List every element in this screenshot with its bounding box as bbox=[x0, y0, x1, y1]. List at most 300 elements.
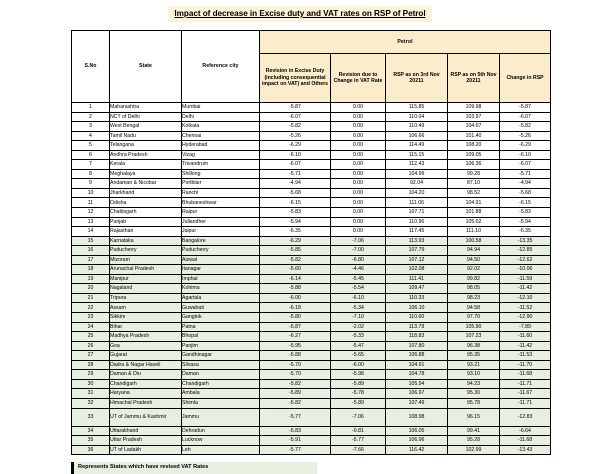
table-cell-state: Telangana bbox=[110, 141, 182, 151]
table-cell-rsp-5nov: 108.20 bbox=[448, 141, 500, 151]
table-cell-rsp-3nov: 107.79 bbox=[386, 246, 448, 256]
col-header-sno: S.No bbox=[72, 31, 110, 103]
col-header-group-petrol: Petrol bbox=[260, 31, 551, 54]
table-cell-state: Tripura bbox=[110, 293, 182, 303]
table-cell-rsp-5nov: 98.23 bbox=[448, 293, 500, 303]
table-cell-change-rsp: -6.10 bbox=[500, 150, 551, 160]
table-cell-revision-excise: -6.10 bbox=[260, 150, 331, 160]
table-cell-revision-vat: 0.00 bbox=[331, 227, 386, 237]
table-cell-change-rsp: -11.52 bbox=[500, 303, 551, 313]
table-cell-revision-excise: -5.60 bbox=[260, 265, 331, 275]
table-cell-rsp-3nov: 102.08 bbox=[386, 265, 448, 275]
table-cell-revision-excise: -5.82 bbox=[260, 379, 331, 389]
table-cell-rsp-3nov: 106.66 bbox=[386, 131, 448, 141]
table-cell-change-rsp: -5.83 bbox=[500, 208, 551, 218]
table-cell-revision-vat: -7.06 bbox=[331, 408, 386, 426]
table-cell-city: Gandhinagar bbox=[182, 351, 260, 361]
table-cell-sno: 5 bbox=[72, 141, 110, 151]
table-cell-rsp-5nov: 97.70 bbox=[448, 313, 500, 323]
table-cell-sno: 14 bbox=[72, 227, 110, 237]
table-cell-revision-excise: -6.07 bbox=[260, 112, 331, 122]
table-cell-rsp-5nov: 92.02 bbox=[448, 265, 500, 275]
table-cell-city: Jullandher bbox=[182, 217, 260, 227]
table-cell-state: Chattisgarh bbox=[110, 208, 182, 218]
table-body bbox=[72, 103, 551, 455]
table-cell-change-rsp: -5.87 bbox=[500, 103, 551, 113]
table-cell-sno: 12 bbox=[72, 208, 110, 218]
table-cell-city: Jaipur bbox=[182, 227, 260, 237]
table-cell-change-rsp: -11.71 bbox=[500, 379, 551, 389]
table-cell-rsp-3nov: 92.04 bbox=[386, 179, 448, 189]
table-cell-city: Leh bbox=[182, 445, 260, 455]
table-cell-state: Meghalaya bbox=[110, 169, 182, 179]
table-cell-revision-excise: -5.77 bbox=[260, 445, 331, 455]
table-cell-sno: 13 bbox=[72, 217, 110, 227]
table-cell-state: Odisha bbox=[110, 198, 182, 208]
table-cell-sno: 1 bbox=[72, 103, 110, 113]
table-cell-sno: 6 bbox=[72, 150, 110, 160]
table-cell-revision-vat: 0.00 bbox=[331, 179, 386, 189]
table-cell-revision-excise: -5.82 bbox=[260, 122, 331, 132]
table-cell-rsp-5nov: 100.58 bbox=[448, 236, 500, 246]
table-cell-change-rsp: -6.64 bbox=[500, 426, 551, 436]
table-cell-rsp-3nov: 104.20 bbox=[386, 188, 448, 198]
table-cell-rsp-3nov: 110.49 bbox=[386, 122, 448, 132]
table-cell-revision-vat: -5.89 bbox=[331, 398, 386, 408]
table-cell-revision-vat: 0.00 bbox=[331, 141, 386, 151]
table-cell-change-rsp: -11.68 bbox=[500, 370, 551, 380]
table-cell-change-rsp: -11.71 bbox=[500, 398, 551, 408]
table-cell-revision-vat: 0.00 bbox=[331, 122, 386, 132]
table-cell-rsp-5nov: 109.98 bbox=[448, 103, 500, 113]
table-cell-revision-excise: -5.88 bbox=[260, 351, 331, 361]
table-row bbox=[72, 274, 551, 284]
table-cell-change-rsp: -6.35 bbox=[500, 227, 551, 237]
table-cell-city: Bangalore bbox=[182, 236, 260, 246]
table-cell-city: Lucknow bbox=[182, 436, 260, 446]
table-row bbox=[72, 332, 551, 342]
table-row bbox=[72, 265, 551, 275]
table-cell-state: Kerala bbox=[110, 160, 182, 170]
table-cell-revision-excise: -5.70 bbox=[260, 360, 331, 370]
table-cell-rsp-3nov: 109.47 bbox=[386, 284, 448, 294]
table-cell-state: Maharashtra bbox=[110, 103, 182, 113]
table-cell-sno: 10 bbox=[72, 188, 110, 198]
table-cell-revision-excise: -6.27 bbox=[260, 332, 331, 342]
table-cell-rsp-5nov: 109.05 bbox=[448, 150, 500, 160]
table-cell-sno: 8 bbox=[72, 169, 110, 179]
table-cell-city: Delhi bbox=[182, 112, 260, 122]
table-cell-sno: 18 bbox=[72, 265, 110, 275]
table-cell-rsp-3nov: 107.49 bbox=[386, 398, 448, 408]
table-cell-rsp-3nov: 107.80 bbox=[386, 341, 448, 351]
table-cell-rsp-3nov: 116.42 bbox=[386, 445, 448, 455]
table-cell-change-rsp: -12.83 bbox=[500, 408, 551, 426]
table-row bbox=[72, 160, 551, 170]
table-row bbox=[72, 341, 551, 351]
table-cell-rsp-5nov: 95.28 bbox=[448, 436, 500, 446]
table-cell-city: Panjim bbox=[182, 341, 260, 351]
table-cell-revision-vat: 0.00 bbox=[331, 150, 386, 160]
table-cell-sno: 17 bbox=[72, 255, 110, 265]
table-cell-rsp-5nov: 96.38 bbox=[448, 341, 500, 351]
table-cell-rsp-3nov: 115.85 bbox=[386, 103, 448, 113]
table-cell-rsp-3nov: 107.71 bbox=[386, 208, 448, 218]
legend-container bbox=[71, 462, 600, 474]
table-cell-revision-vat: 0.00 bbox=[331, 169, 386, 179]
table-cell-revision-vat: -5.78 bbox=[331, 389, 386, 399]
table-cell-change-rsp: -5.26 bbox=[500, 131, 551, 141]
table-cell-change-rsp: -10.06 bbox=[500, 265, 551, 275]
table-cell-sno: 23 bbox=[72, 313, 110, 323]
table-cell-rsp-3nov: 118.83 bbox=[386, 332, 448, 342]
table-cell-revision-excise: -5.87 bbox=[260, 322, 331, 332]
table-cell-revision-excise: -6.15 bbox=[260, 198, 331, 208]
table-cell-city: Ambala bbox=[182, 389, 260, 399]
col-header-rsp-5th-nov: RSP as on 5th Nov 20211 bbox=[448, 54, 500, 103]
table-cell-sno: 35 bbox=[72, 436, 110, 446]
table-cell-revision-vat: 0.00 bbox=[331, 112, 386, 122]
table-cell-revision-excise: -5.88 bbox=[260, 284, 331, 294]
table-cell-state: Bihar bbox=[110, 322, 182, 332]
table-cell-change-rsp: -5.68 bbox=[500, 188, 551, 198]
table-cell-city: Daman bbox=[182, 370, 260, 380]
table-cell-state: Dadra & Nagar Haveli bbox=[110, 360, 182, 370]
table-row bbox=[72, 122, 551, 132]
table-cell-revision-vat: -7.66 bbox=[331, 445, 386, 455]
table-cell-revision-excise: -6.07 bbox=[260, 160, 331, 170]
table-cell-revision-excise: -6.00 bbox=[260, 293, 331, 303]
table-cell-rsp-5nov: 105.02 bbox=[448, 217, 500, 227]
rsp-table-container bbox=[71, 30, 600, 455]
table-cell-state: Chandigarh bbox=[110, 379, 182, 389]
table-cell-revision-vat: -4.46 bbox=[331, 265, 386, 275]
table-cell-rsp-3nov: 113.79 bbox=[386, 322, 448, 332]
table-cell-revision-vat: -5.89 bbox=[331, 379, 386, 389]
legend-band bbox=[74, 462, 317, 474]
table-row bbox=[72, 436, 551, 446]
table-cell-revision-vat: -5.34 bbox=[331, 303, 386, 313]
table-cell-rsp-5nov: 104.91 bbox=[448, 198, 500, 208]
table-row bbox=[72, 169, 551, 179]
table-cell-rsp-5nov: 94.50 bbox=[448, 255, 500, 265]
table-cell-rsp-3nov: 115.15 bbox=[386, 150, 448, 160]
table-cell-rsp-5nov: 99.28 bbox=[448, 169, 500, 179]
table-cell-rsp-3nov: 104.78 bbox=[386, 370, 448, 380]
col-header-state: State bbox=[110, 31, 182, 103]
table-cell-state: Madhya Pradesh bbox=[110, 332, 182, 342]
table-row bbox=[72, 236, 551, 246]
table-cell-rsp-3nov: 106.88 bbox=[386, 351, 448, 361]
table-cell-revision-excise: -6.35 bbox=[260, 227, 331, 237]
table-cell-rsp-5nov: 105.90 bbox=[448, 322, 500, 332]
table-cell-city: Raipur bbox=[182, 208, 260, 218]
table-row bbox=[72, 255, 551, 265]
table-cell-state: Manipur bbox=[110, 274, 182, 284]
table-cell-state: UT of Jammu & Kashmir bbox=[110, 408, 182, 426]
table-cell-change-rsp: -6.29 bbox=[500, 141, 551, 151]
table-cell-revision-excise: -5.26 bbox=[260, 131, 331, 141]
table-cell-rsp-3nov: 104.91 bbox=[386, 360, 448, 370]
table-cell-revision-vat: 0.00 bbox=[331, 131, 386, 141]
table-cell-state: Uttarakhand bbox=[110, 426, 182, 436]
table-cell-revision-excise: -5.68 bbox=[260, 188, 331, 198]
table-cell-sno: 3 bbox=[72, 122, 110, 132]
table-cell-rsp-5nov: 95.78 bbox=[448, 398, 500, 408]
col-header-change-in-rsp: Change in RSP bbox=[500, 54, 551, 103]
table-cell-revision-vat: -7.10 bbox=[331, 313, 386, 323]
table-cell-city: Mumbai bbox=[182, 103, 260, 113]
table-cell-rsp-5nov: 103.97 bbox=[448, 112, 500, 122]
table-cell-rsp-3nov: 110.96 bbox=[386, 217, 448, 227]
table-cell-city: Silvasa bbox=[182, 360, 260, 370]
table-cell-rsp-5nov: 101.88 bbox=[448, 208, 500, 218]
table-cell-sno: 11 bbox=[72, 198, 110, 208]
table-cell-change-rsp: -12.90 bbox=[500, 313, 551, 323]
table-row bbox=[72, 313, 551, 323]
table-cell-rsp-5nov: 111.10 bbox=[448, 227, 500, 237]
table-cell-rsp-5nov: 99.41 bbox=[448, 426, 500, 436]
legend-note: Represents States which have revised VAT Rates bbox=[78, 464, 209, 471]
table-cell-sno: 24 bbox=[72, 322, 110, 332]
table-cell-rsp-5nov: 98.52 bbox=[448, 188, 500, 198]
table-cell-city: Imphal bbox=[182, 274, 260, 284]
table-cell-revision-vat: -5.77 bbox=[331, 436, 386, 446]
table-cell-rsp-3nov: 117.45 bbox=[386, 227, 448, 237]
table-cell-city: Agartala bbox=[182, 293, 260, 303]
table-row bbox=[72, 179, 551, 189]
table-cell-change-rsp: -11.59 bbox=[500, 274, 551, 284]
table-cell-revision-excise: -6.29 bbox=[260, 141, 331, 151]
table-cell-revision-vat: 0.00 bbox=[331, 103, 386, 113]
table-cell-revision-excise: -5.83 bbox=[260, 426, 331, 436]
table-cell-sno: 4 bbox=[72, 131, 110, 141]
table-cell-rsp-3nov: 104.99 bbox=[386, 169, 448, 179]
table-cell-city: Kolkata bbox=[182, 122, 260, 132]
table-cell-city: Dehradun bbox=[182, 426, 260, 436]
table-cell-rsp-5nov: 95.30 bbox=[448, 389, 500, 399]
table-cell-change-rsp: -6.15 bbox=[500, 198, 551, 208]
table-cell-city: Portblair bbox=[182, 179, 260, 189]
table-cell-rsp-5nov: 96.15 bbox=[448, 408, 500, 426]
table-cell-change-rsp: -11.42 bbox=[500, 341, 551, 351]
table-cell-change-rsp: -12.85 bbox=[500, 246, 551, 256]
table-cell-rsp-3nov: 112.43 bbox=[386, 160, 448, 170]
table-cell-state: Himachal Pradesh bbox=[110, 398, 182, 408]
table-cell-city: Shimla bbox=[182, 398, 260, 408]
table-row bbox=[72, 208, 551, 218]
table-row bbox=[72, 246, 551, 256]
table-cell-revision-vat: -6.00 bbox=[331, 360, 386, 370]
table-row bbox=[72, 351, 551, 361]
table-cell-city: Aizwal bbox=[182, 255, 260, 265]
table-cell-sno: 25 bbox=[72, 332, 110, 342]
table-cell-change-rsp: -11.53 bbox=[500, 351, 551, 361]
table-cell-sno: 2 bbox=[72, 112, 110, 122]
table-row bbox=[72, 141, 551, 151]
table-cell-state: Assam bbox=[110, 303, 182, 313]
table-cell-state: Sikkim bbox=[110, 313, 182, 323]
table-cell-revision-excise: -5.82 bbox=[260, 398, 331, 408]
table-cell-change-rsp: -11.67 bbox=[500, 389, 551, 399]
table-row bbox=[72, 131, 551, 141]
table-cell-change-rsp: -7.89 bbox=[500, 322, 551, 332]
table-cell-change-rsp: -13.43 bbox=[500, 445, 551, 455]
table-cell-revision-excise: -5.77 bbox=[260, 408, 331, 426]
table-cell-revision-excise: -5.80 bbox=[260, 313, 331, 323]
table-cell-revision-vat: -7.06 bbox=[331, 236, 386, 246]
table-cell-rsp-5nov: 94.94 bbox=[448, 246, 500, 256]
table-cell-rsp-3nov: 106.96 bbox=[386, 436, 448, 446]
table-row bbox=[72, 188, 551, 198]
document-title-container bbox=[0, 0, 600, 22]
table-cell-revision-vat: 0.00 bbox=[331, 198, 386, 208]
table-cell-state: Daman & Diu bbox=[110, 370, 182, 380]
table-cell-revision-vat: -6.80 bbox=[331, 255, 386, 265]
table-cell-change-rsp: -6.07 bbox=[500, 160, 551, 170]
table-cell-sno: 21 bbox=[72, 293, 110, 303]
table-cell-city: Shillong bbox=[182, 169, 260, 179]
table-row bbox=[72, 322, 551, 332]
table-cell-revision-vat: 0.00 bbox=[331, 208, 386, 218]
table-cell-sno: 9 bbox=[72, 179, 110, 189]
table-cell-state: Gujarat bbox=[110, 351, 182, 361]
document-title-band bbox=[168, 6, 431, 22]
table-cell-rsp-3nov: 106.05 bbox=[386, 426, 448, 436]
table-cell-revision-excise: -5.82 bbox=[260, 255, 331, 265]
table-cell-city: Kohima bbox=[182, 284, 260, 294]
table-cell-change-rsp: -13.35 bbox=[500, 236, 551, 246]
table-cell-city: Patna bbox=[182, 322, 260, 332]
table-cell-state: Uttar Pradesh bbox=[110, 436, 182, 446]
table-cell-state: Andhra Pradesh bbox=[110, 150, 182, 160]
table-cell-rsp-5nov: 98.05 bbox=[448, 284, 500, 294]
table-row bbox=[72, 426, 551, 436]
table-cell-revision-excise: -5.89 bbox=[260, 389, 331, 399]
table-cell-revision-excise: -5.70 bbox=[260, 370, 331, 380]
table-cell-rsp-5nov: 107.23 bbox=[448, 332, 500, 342]
table-cell-rsp-3nov: 114.49 bbox=[386, 141, 448, 151]
table-cell-change-rsp: -11.42 bbox=[500, 284, 551, 294]
table-cell-state: Puducherry bbox=[110, 246, 182, 256]
table-cell-rsp-3nov: 113.93 bbox=[386, 236, 448, 246]
table-cell-state: Rajasthan bbox=[110, 227, 182, 237]
table-cell-change-rsp: -11.68 bbox=[500, 436, 551, 446]
table-cell-state: Tamil Nadu bbox=[110, 131, 182, 141]
table-cell-rsp-5nov: 101.40 bbox=[448, 131, 500, 141]
table-cell-sno: 31 bbox=[72, 389, 110, 399]
table-row bbox=[72, 389, 551, 399]
table-cell-revision-vat: -5.65 bbox=[331, 351, 386, 361]
table-header bbox=[72, 31, 551, 103]
table-cell-revision-vat: -5.33 bbox=[331, 332, 386, 342]
table-cell-sno: 27 bbox=[72, 351, 110, 361]
table-cell-city: Bhubaneshwar bbox=[182, 198, 260, 208]
header-row-group bbox=[72, 31, 551, 54]
table-cell-revision-excise: -5.94 bbox=[260, 217, 331, 227]
table-row bbox=[72, 445, 551, 455]
table-cell-sno: 15 bbox=[72, 236, 110, 246]
table-cell-city: Gangtok bbox=[182, 313, 260, 323]
table-row bbox=[72, 379, 551, 389]
table-cell-rsp-3nov: 106.10 bbox=[386, 303, 448, 313]
table-cell-rsp-3nov: 108.98 bbox=[386, 408, 448, 426]
table-cell-rsp-5nov: 95.35 bbox=[448, 351, 500, 361]
table-cell-city: Puducherry bbox=[182, 246, 260, 256]
table-cell-rsp-5nov: 99.82 bbox=[448, 274, 500, 284]
table-cell-state: Goa bbox=[110, 341, 182, 351]
table-cell-revision-excise: -5.85 bbox=[260, 246, 331, 256]
table-cell-revision-vat: -6.10 bbox=[331, 293, 386, 303]
table-cell-revision-excise: -5.87 bbox=[260, 103, 331, 113]
table-cell-city: Hyderabad bbox=[182, 141, 260, 151]
table-cell-city: Chandigarh bbox=[182, 379, 260, 389]
table-cell-rsp-5nov: 104.67 bbox=[448, 122, 500, 132]
table-cell-sno: 33 bbox=[72, 408, 110, 426]
table-cell-rsp-3nov: 107.12 bbox=[386, 255, 448, 265]
table-row bbox=[72, 150, 551, 160]
table-cell-state: Arunachal Pradesh bbox=[110, 265, 182, 275]
table-cell-city: Trivandrum bbox=[182, 160, 260, 170]
table-cell-revision-vat: -7.00 bbox=[331, 246, 386, 256]
table-cell-rsp-5nov: 93.21 bbox=[448, 360, 500, 370]
table-cell-state: Jharkhand bbox=[110, 188, 182, 198]
table-cell-sno: 16 bbox=[72, 246, 110, 256]
col-header-revision-excise-duty: Revision in Excise Duty (including consequential impact on VAT) and Others bbox=[260, 54, 331, 103]
table-row bbox=[72, 112, 551, 122]
table-row bbox=[72, 103, 551, 113]
col-header-rsp-3rd-nov: RSP as on 3rd Nov 20211 bbox=[386, 54, 448, 103]
table-cell-revision-excise: -5.91 bbox=[260, 436, 331, 446]
table-cell-state: Mizoram bbox=[110, 255, 182, 265]
table-row bbox=[72, 217, 551, 227]
table-row bbox=[72, 370, 551, 380]
table-cell-city: Ranchi bbox=[182, 188, 260, 198]
table-cell-rsp-5nov: 94.23 bbox=[448, 379, 500, 389]
table-cell-sno: 28 bbox=[72, 360, 110, 370]
table-cell-change-rsp: -11.60 bbox=[500, 332, 551, 342]
table-cell-revision-excise: -5.71 bbox=[260, 169, 331, 179]
table-cell-rsp-5nov: 106.36 bbox=[448, 160, 500, 170]
table-cell-state: UT of Ladakh bbox=[110, 445, 182, 455]
table-cell-revision-excise: -5.95 bbox=[260, 341, 331, 351]
table-cell-rsp-3nov: 106.97 bbox=[386, 389, 448, 399]
col-header-reference-city: Reference city bbox=[182, 31, 260, 103]
table-cell-revision-vat: -5.47 bbox=[331, 341, 386, 351]
table-cell-state: Karnataka bbox=[110, 236, 182, 246]
table-cell-change-rsp: -12.62 bbox=[500, 255, 551, 265]
table-cell-state: Punjab bbox=[110, 217, 182, 227]
table-cell-revision-vat: 0.00 bbox=[331, 217, 386, 227]
table-cell-change-rsp: -5.94 bbox=[500, 217, 551, 227]
table-cell-state: Nagaland bbox=[110, 284, 182, 294]
table-cell-sno: 34 bbox=[72, 426, 110, 436]
table-cell-rsp-5nov: 94.58 bbox=[448, 303, 500, 313]
table-cell-revision-vat: -5.45 bbox=[331, 274, 386, 284]
table-cell-change-rsp: -12.10 bbox=[500, 293, 551, 303]
table-row bbox=[72, 227, 551, 237]
table-cell-state: Andaman & Nicobar bbox=[110, 179, 182, 189]
table-cell-change-rsp: -4.94 bbox=[500, 179, 551, 189]
table-cell-rsp-3nov: 111.06 bbox=[386, 198, 448, 208]
table-cell-state: Haryana bbox=[110, 389, 182, 399]
table-row bbox=[72, 303, 551, 313]
table-cell-sno: 30 bbox=[72, 379, 110, 389]
table-cell-sno: 26 bbox=[72, 341, 110, 351]
table-cell-change-rsp: -11.70 bbox=[500, 360, 551, 370]
table-row bbox=[72, 284, 551, 294]
table-cell-rsp-3nov: 111.41 bbox=[386, 274, 448, 284]
